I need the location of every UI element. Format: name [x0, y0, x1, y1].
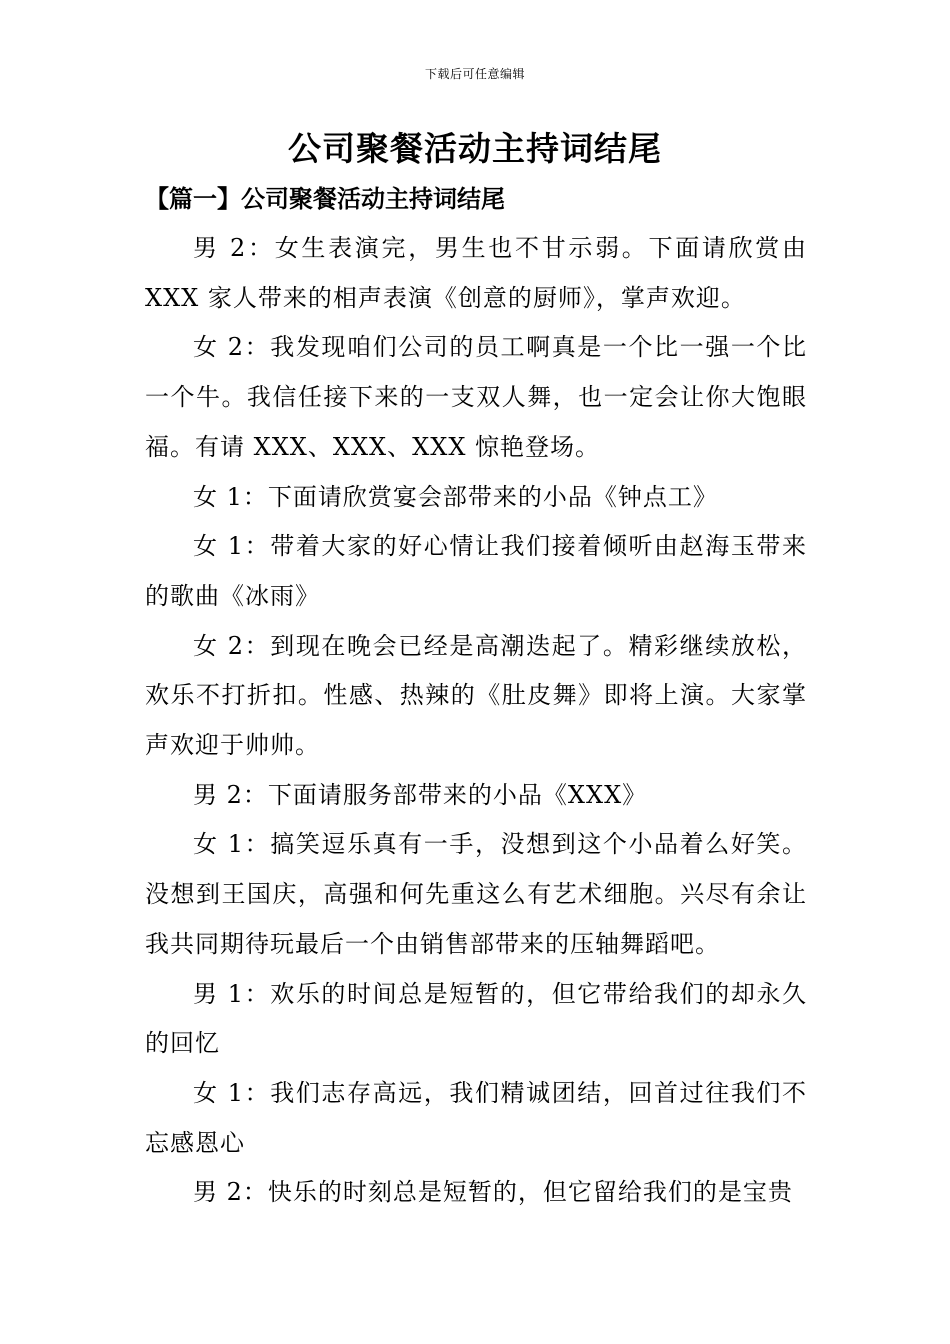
section-heading: 【篇一】公司聚餐活动主持词结尾 — [145, 184, 505, 213]
paragraph: 男 2：下面请服务部带来的小品《XXX》 — [193, 780, 648, 809]
document-body — [145, 224, 807, 1218]
paragraph: 女 1：搞笑逗乐真有一手，没想到这个小品着么好笑。没想到王国庆，高强和何先重这么有艺术细胞。兴尽有余让我共同期待玩最后一个由销售部带来的压轴舞蹈吧。 — [145, 830, 807, 958]
paragraph: 女 2：到现在晚会已经是高潮迭起了。精彩继续放松，欢乐不打折扣。性感、热辣的《肚皮舞》即将上演。大家掌声欢迎于帅帅。 — [145, 631, 807, 760]
paragraph: 男 1：欢乐的时间总是短暂的，但它带给我们的却永久的回忆 — [145, 979, 807, 1058]
paragraph: 女 1：下面请欣赏宴会部带来的小品《钟点工》 — [193, 482, 718, 511]
paragraph: 男 2：快乐的时刻总是短暂的，但它留给我们的是宝贵 — [193, 1178, 793, 1207]
document-title: 公司聚餐活动主持词结尾 — [288, 129, 662, 168]
paragraph: 女 2：我发现咱们公司的员工啊真是一个比一强一个比一个牛。我信任接下来的一支双人舞，也一定会让你大饱眼福。有请 XXX、XXX、XXX 惊艳登场。 — [145, 333, 807, 461]
paragraph: 女 1：我们志存高远，我们精诚团结，回首过往我们不忘感恩心 — [145, 1078, 807, 1157]
paragraph: 男 2：女生表演完，男生也不甘示弱。下面请欣赏由 XXX 家人带来的相声表演《创意的厨师》，掌声欢迎。 — [145, 234, 807, 312]
header-note: 下载后可任意编辑 — [424, 67, 525, 81]
paragraph: 女 1：带着大家的好心情让我们接着倾听由赵海玉带来的歌曲《冰雨》 — [145, 532, 807, 610]
